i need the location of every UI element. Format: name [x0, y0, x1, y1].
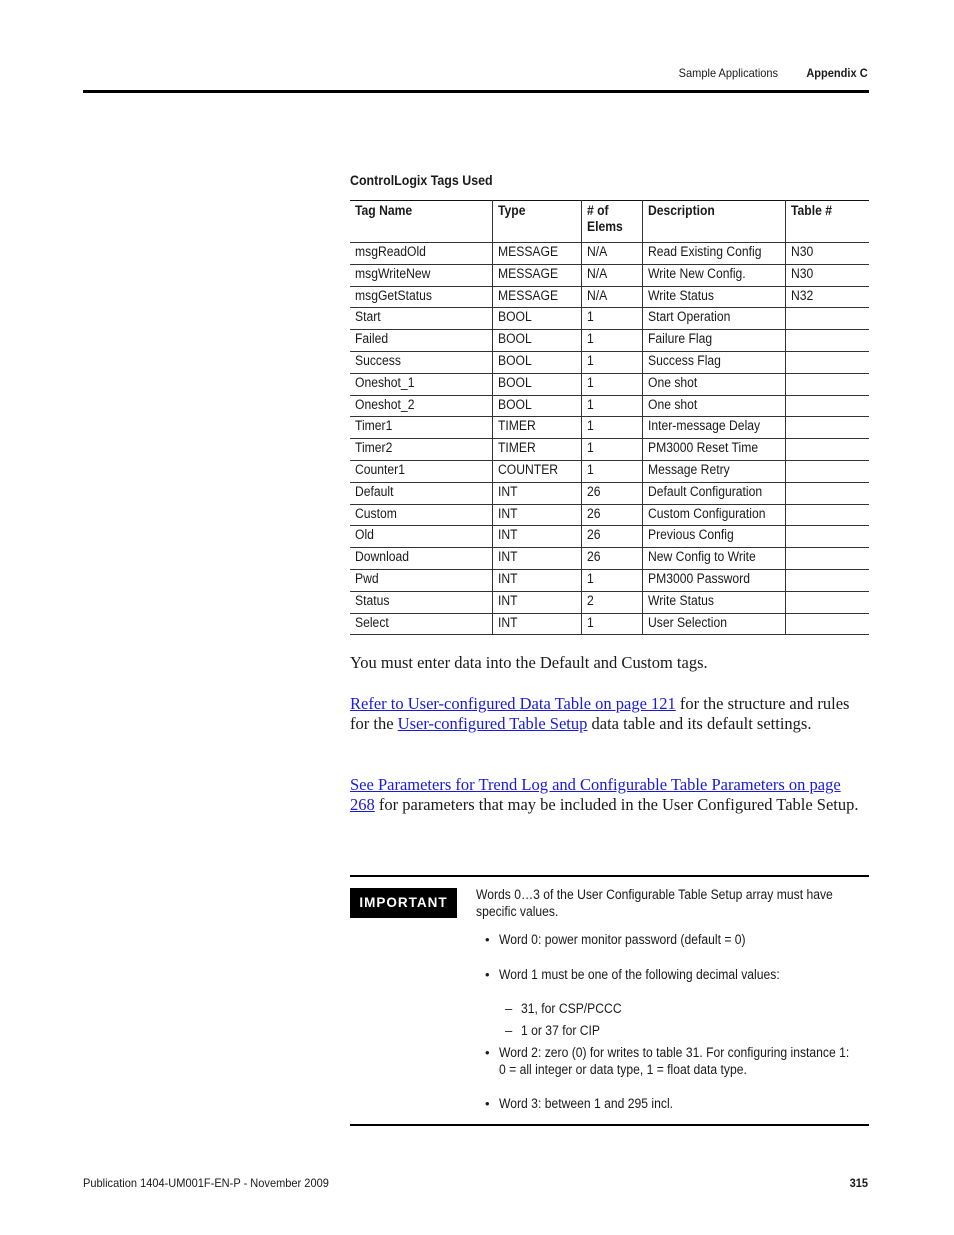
cell-table-num: N30	[786, 243, 870, 265]
table-row	[350, 373, 869, 395]
dash-icon: –	[505, 1023, 513, 1038]
cell-num-elems: 1	[582, 460, 643, 482]
cell-description: One shot	[643, 395, 786, 417]
cell-description: Start Operation	[643, 308, 786, 330]
cell-num-elems: 1	[582, 417, 643, 439]
bullet-icon: •	[485, 932, 490, 947]
cell-description: Write New Config.	[643, 264, 786, 286]
cell-type: BOOL	[493, 330, 582, 352]
table-row	[350, 330, 869, 352]
cell-type: INT	[493, 504, 582, 526]
cell-num-elems: 26	[582, 548, 643, 570]
cell-num-elems: N/A	[582, 264, 643, 286]
table-row	[350, 526, 869, 548]
cell-table-num	[786, 373, 870, 395]
paragraph-text: data table and its default settings.	[587, 714, 812, 733]
column-header-tag-name: Tag Name	[350, 201, 493, 243]
paragraph-text: for the structure and rules for the	[350, 694, 850, 733]
cell-num-elems: 1	[582, 395, 643, 417]
cell-num-elems: 26	[582, 504, 643, 526]
table-header-row	[350, 201, 869, 243]
cell-table-num	[786, 591, 870, 613]
cell-table-num	[786, 504, 870, 526]
cell-type: COUNTER	[493, 460, 582, 482]
important-label: IMPORTANT	[350, 888, 457, 918]
cell-tag-name: Oneshot_2	[350, 395, 493, 417]
cell-table-num	[786, 482, 870, 504]
important-top-rule	[350, 875, 869, 877]
column-header-table-num: Table #	[786, 201, 870, 243]
cell-tag-name: Failed	[350, 330, 493, 352]
bullet-word1: Word 1 must be one of the following decimal values:	[499, 967, 780, 982]
sub-item-csp-pccc: 31, for CSP/PCCC	[521, 1001, 622, 1016]
important-bottom-rule	[350, 1124, 869, 1126]
cell-type: INT	[493, 526, 582, 548]
cell-table-num	[786, 526, 870, 548]
bullet-icon: •	[485, 1045, 490, 1060]
cell-num-elems: 2	[582, 591, 643, 613]
link-trend-log-parameters[interactable]: See Parameters for Trend Log and Configurable Table Parameters on page 268	[350, 775, 841, 814]
cell-tag-name: Timer1	[350, 417, 493, 439]
cell-table-num	[786, 548, 870, 570]
cell-table-num: N32	[786, 286, 870, 308]
cell-type: INT	[493, 591, 582, 613]
important-intro: Words 0…3 of the User Configurable Table Setup array must have specific values.	[476, 887, 833, 919]
cell-tag-name: Oneshot_1	[350, 373, 493, 395]
table-body	[350, 243, 869, 635]
cell-type: MESSAGE	[493, 286, 582, 308]
cell-table-num	[786, 613, 870, 635]
cell-num-elems: 1	[582, 308, 643, 330]
cell-num-elems: 26	[582, 482, 643, 504]
cell-description: User Selection	[643, 613, 786, 635]
cell-description: Custom Configuration	[643, 504, 786, 526]
cell-table-num	[786, 460, 870, 482]
table-row	[350, 395, 869, 417]
table-row	[350, 439, 869, 461]
cell-description: New Config to Write	[643, 548, 786, 570]
cell-type: INT	[493, 482, 582, 504]
running-header-appendix: Appendix C	[806, 66, 868, 80]
cell-table-num	[786, 417, 870, 439]
cell-table-num	[786, 439, 870, 461]
cell-tag-name: Select	[350, 613, 493, 635]
paragraph-enter-data: You must enter data into the Default and Custom tags.	[350, 653, 708, 672]
table-row	[350, 243, 869, 265]
cell-table-num	[786, 395, 870, 417]
cell-num-elems: 1	[582, 439, 643, 461]
cell-table-num: N30	[786, 264, 870, 286]
table-row	[350, 613, 869, 635]
cell-table-num	[786, 308, 870, 330]
paragraph-see-parameters	[350, 775, 865, 815]
cell-type: TIMER	[493, 439, 582, 461]
bullet-word3: Word 3: between 1 and 295 incl.	[499, 1096, 674, 1111]
cell-num-elems: N/A	[582, 286, 643, 308]
bullet-word0: Word 0: power monitor password (default = 0)	[499, 932, 746, 947]
column-header-description: Description	[643, 201, 786, 243]
paragraph-refer-data-table	[350, 694, 865, 734]
link-user-configured-table-setup[interactable]: User-configured Table Setup	[397, 714, 588, 733]
cell-tag-name: Timer2	[350, 439, 493, 461]
cell-num-elems: 26	[582, 526, 643, 548]
controllogix-tags-table	[350, 200, 869, 635]
cell-tag-name: msgReadOld	[350, 243, 493, 265]
table-row	[350, 264, 869, 286]
cell-type: INT	[493, 613, 582, 635]
cell-description: Write Status	[643, 286, 786, 308]
cell-tag-name: Status	[350, 591, 493, 613]
cell-type: BOOL	[493, 308, 582, 330]
cell-tag-name: Custom	[350, 504, 493, 526]
cell-description: PM3000 Reset Time	[643, 439, 786, 461]
cell-description: Inter-message Delay	[643, 417, 786, 439]
cell-type: MESSAGE	[493, 243, 582, 265]
cell-description: Read Existing Config	[643, 243, 786, 265]
table-row	[350, 351, 869, 373]
cell-num-elems: 1	[582, 569, 643, 591]
cell-description: Default Configuration	[643, 482, 786, 504]
cell-tag-name: Download	[350, 548, 493, 570]
cell-num-elems: 1	[582, 613, 643, 635]
bullet-word2: Word 2: zero (0) for writes to table 31. For configuring instance 1: 0 = all integer or data type, 1 = float data type.	[499, 1045, 850, 1077]
cell-table-num	[786, 351, 870, 373]
cell-num-elems: N/A	[582, 243, 643, 265]
column-header-type: Type	[493, 201, 582, 243]
cell-description: One shot	[643, 373, 786, 395]
cell-type: BOOL	[493, 395, 582, 417]
table-row	[350, 460, 869, 482]
cell-table-num	[786, 569, 870, 591]
dash-icon: –	[505, 1001, 513, 1016]
cell-tag-name: Success	[350, 351, 493, 373]
cell-num-elems: 1	[582, 330, 643, 352]
cell-description: Message Retry	[643, 460, 786, 482]
table-row	[350, 286, 869, 308]
running-header-section: Sample Applications	[678, 66, 778, 80]
cell-tag-name: msgWriteNew	[350, 264, 493, 286]
table-row	[350, 591, 869, 613]
paragraph-text: for parameters that may be included in the User Configured Table Setup.	[374, 795, 859, 814]
cell-num-elems: 1	[582, 351, 643, 373]
cell-description: Success Flag	[643, 351, 786, 373]
footer-publication: Publication 1404-UM001F-EN-P - November 2009	[83, 1176, 329, 1190]
bullet-icon: •	[485, 1096, 490, 1111]
header-rule	[83, 90, 869, 93]
cell-tag-name: msgGetStatus	[350, 286, 493, 308]
table-row	[350, 504, 869, 526]
cell-type: TIMER	[493, 417, 582, 439]
cell-type: INT	[493, 548, 582, 570]
cell-num-elems: 1	[582, 373, 643, 395]
cell-type: MESSAGE	[493, 264, 582, 286]
table-row	[350, 417, 869, 439]
sub-item-cip: 1 or 37 for CIP	[521, 1023, 601, 1038]
cell-table-num	[786, 330, 870, 352]
link-user-configured-data-table[interactable]: Refer to User-configured Data Table on page 121	[350, 694, 676, 713]
table-title: ControlLogix Tags Used	[350, 173, 493, 188]
page-number: 315	[849, 1176, 868, 1190]
cell-description: Failure Flag	[643, 330, 786, 352]
cell-tag-name: Start	[350, 308, 493, 330]
cell-tag-name: Default	[350, 482, 493, 504]
table-row	[350, 482, 869, 504]
bullet-icon: •	[485, 967, 490, 982]
table-row	[350, 548, 869, 570]
column-header-num-elems: # of Elems	[582, 201, 643, 243]
cell-tag-name: Old	[350, 526, 493, 548]
cell-tag-name: Counter1	[350, 460, 493, 482]
cell-description: Write Status	[643, 591, 786, 613]
table-row	[350, 308, 869, 330]
cell-type: BOOL	[493, 351, 582, 373]
cell-description: PM3000 Password	[643, 569, 786, 591]
cell-type: BOOL	[493, 373, 582, 395]
cell-type: INT	[493, 569, 582, 591]
cell-description: Previous Config	[643, 526, 786, 548]
cell-tag-name: Pwd	[350, 569, 493, 591]
table-row	[350, 569, 869, 591]
